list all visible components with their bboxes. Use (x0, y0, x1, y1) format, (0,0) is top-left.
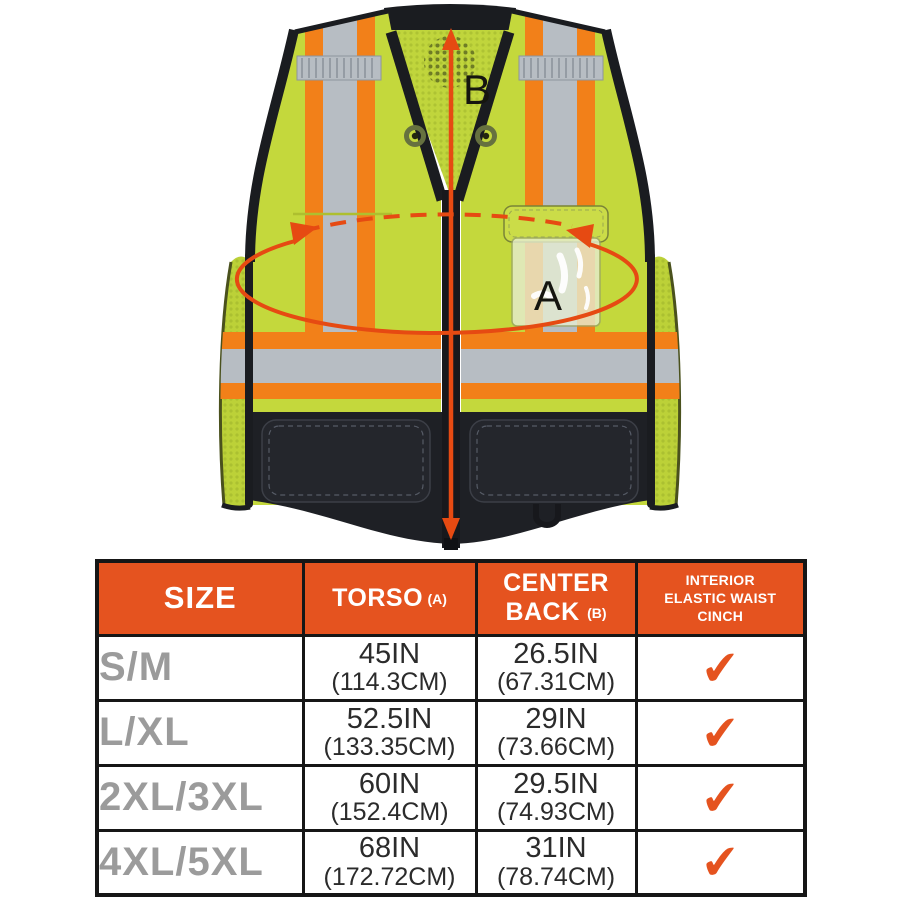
header-center-back (476, 561, 636, 635)
header-torso-ref: (A) (427, 590, 447, 607)
header-row (97, 561, 805, 635)
size-cell: 4XL/5XL (97, 830, 303, 895)
header-torso (303, 561, 476, 635)
header-torso-label: TORSO (332, 583, 424, 612)
left-side-trim (245, 252, 253, 508)
cinch-cell (636, 700, 805, 765)
torso-cell: 60IN (152.4CM) (303, 765, 476, 830)
right-side-trim (647, 252, 655, 508)
torso-cell: 45IN (114.3CM) (303, 635, 476, 700)
check-icon: ✔ (700, 639, 741, 696)
size-cell: S/M (97, 635, 303, 700)
center-back-cell: 26.5IN (67.31CM) (476, 635, 636, 700)
torso-cell: 52.5IN (133.35CM) (303, 700, 476, 765)
header-cinch: INTERIOR ELASTIC WAIST CINCH (636, 561, 805, 635)
center-back-cell: 29IN (73.66CM) (476, 700, 636, 765)
size-chart-table (95, 559, 807, 897)
table-row (97, 635, 805, 700)
label-b: B (463, 66, 492, 113)
size-cell: 2XL/3XL (97, 765, 303, 830)
left-cargo-pocket (262, 420, 430, 502)
table-row (97, 700, 805, 765)
size-chart (95, 559, 807, 897)
table-row (97, 765, 805, 830)
header-center-back-ref: (B) (587, 605, 607, 622)
header-center-line1: CENTER (503, 569, 609, 598)
right-cargo-pocket (470, 420, 638, 502)
size-cell: L/XL (97, 700, 303, 765)
cinch-cell (636, 635, 805, 700)
header-center-line2: BACK (B) (505, 598, 607, 627)
check-icon: ✔ (700, 834, 741, 891)
cinch-cell (636, 830, 805, 895)
header-size: SIZE (97, 561, 303, 635)
center-back-cell: 29.5IN (74.93CM) (476, 765, 636, 830)
check-icon: ✔ (700, 769, 741, 826)
table-row (97, 830, 805, 895)
check-icon: ✔ (700, 704, 741, 761)
label-a: A (534, 272, 563, 319)
center-back-cell: 31IN (78.74CM) (476, 830, 636, 895)
torso-cell: 68IN (172.72CM) (303, 830, 476, 895)
cinch-cell (636, 765, 805, 830)
